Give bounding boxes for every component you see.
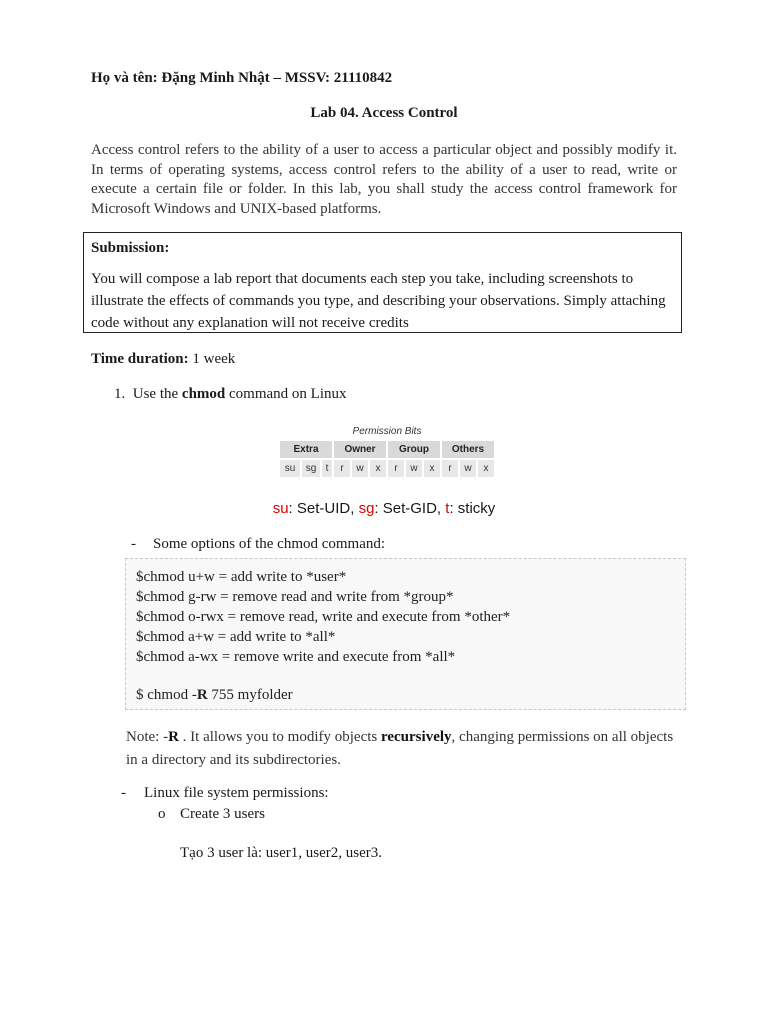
- code-line: $chmod a+w = add write to *all*: [136, 629, 336, 645]
- note-suffix: , changing permissions on all objects in a directory and its subdirectories.: [126, 729, 674, 768]
- time-duration-value: 1 week: [188, 351, 236, 367]
- bit-cell: sg: [301, 459, 321, 478]
- recursive-flag: R: [196, 687, 208, 703]
- recursive-prefix: $ chmod -: [136, 687, 197, 703]
- note-bold: recursively: [380, 729, 452, 745]
- time-duration: [91, 351, 235, 368]
- legend-t-text: : sticky: [449, 500, 496, 517]
- create-users-item: [158, 806, 265, 823]
- submission-title: Submission:: [91, 240, 170, 256]
- bit-cell: r: [333, 459, 351, 478]
- lab-title: Lab 04. Access Control: [310, 105, 458, 121]
- group-extra: Extra: [279, 440, 333, 459]
- group-others: Others: [441, 440, 495, 459]
- bit-cell: w: [459, 459, 477, 478]
- legend-sg-text: : Set-GID,: [374, 500, 446, 517]
- users-created-text: Tạo 3 user là: user1, user2, user3.: [180, 845, 383, 861]
- code-line-recursive: [136, 685, 675, 705]
- bit-cell: x: [423, 459, 441, 478]
- bit-cell: r: [387, 459, 405, 478]
- student-info: Họ và tên: Đặng Minh Nhật – MSSV: 21110842: [91, 70, 393, 86]
- legend-t: t: [445, 500, 450, 517]
- list-number: 1.: [114, 386, 126, 402]
- bit-cell: x: [369, 459, 387, 478]
- circle-bullet: o: [158, 806, 166, 822]
- note-prefix: Note: -: [126, 729, 169, 745]
- legend-su-text: : Set-UID,: [288, 500, 359, 517]
- submission-box: [83, 232, 682, 333]
- linux-permissions-heading: [121, 785, 329, 802]
- bit-cell: r: [441, 459, 459, 478]
- time-duration-label: Time duration:: [91, 351, 189, 367]
- permission-legend: [0, 500, 768, 517]
- options-label: Some options of the chmod command:: [153, 536, 386, 552]
- bit-cell: w: [405, 459, 423, 478]
- code-line: $chmod a-wx = remove write and execute from *all*: [136, 649, 456, 665]
- create-users-text: Create 3 users: [180, 806, 265, 822]
- code-line: $chmod o-rwx = remove read, write and execute from *other*: [136, 609, 511, 625]
- code-line: $chmod u+w = add write to *user*: [136, 569, 347, 585]
- chmod-code-block: [125, 558, 686, 710]
- list-item-chmod: [114, 386, 346, 403]
- submission-body: You will compose a lab report that documents each step you take, including screenshots to illustrate the effects of commands you type, and describing your observations. Simply attaching code without any explanation will not receive credits: [91, 271, 666, 331]
- item1-prefix: Use the: [132, 386, 182, 402]
- bit-cell: t: [321, 459, 333, 478]
- group-owner: Owner: [333, 440, 387, 459]
- item1-command: chmod: [181, 386, 226, 402]
- options-heading: [131, 536, 385, 553]
- group-group: Group: [387, 440, 441, 459]
- item1-suffix: command on Linux: [225, 386, 347, 402]
- permission-bits-caption: Permission Bits: [352, 426, 422, 437]
- legend-sg: sg: [358, 500, 375, 517]
- permission-bits-table: [279, 424, 495, 478]
- note-middle: . It allows you to modify objects: [178, 729, 381, 745]
- intro-paragraph: Access control refers to the ability of a user to access a particular object and possibly modify it. In terms of operating systems, access control refers to the ability of a user to read, write or execute a certain file or folder. In this lab, you shall study the access control framework for Microsoft Windows and UNIX-based platforms.: [91, 142, 677, 217]
- recursive-suffix: 755 myfolder: [207, 687, 293, 703]
- code-line: $chmod g-rw = remove read and write from *group*: [136, 589, 454, 605]
- dash-bullet: -: [121, 785, 126, 801]
- linux-label: Linux file system permissions:: [144, 785, 329, 801]
- permission-group-row: [279, 440, 495, 459]
- bit-cell: x: [477, 459, 495, 478]
- bit-cell: w: [351, 459, 369, 478]
- note-flag: R: [168, 729, 179, 745]
- dash-bullet: -: [131, 536, 136, 552]
- legend-su: su: [272, 500, 289, 517]
- permission-bit-row: [279, 459, 495, 478]
- recursive-note: [126, 726, 686, 772]
- bit-cell: su: [279, 459, 301, 478]
